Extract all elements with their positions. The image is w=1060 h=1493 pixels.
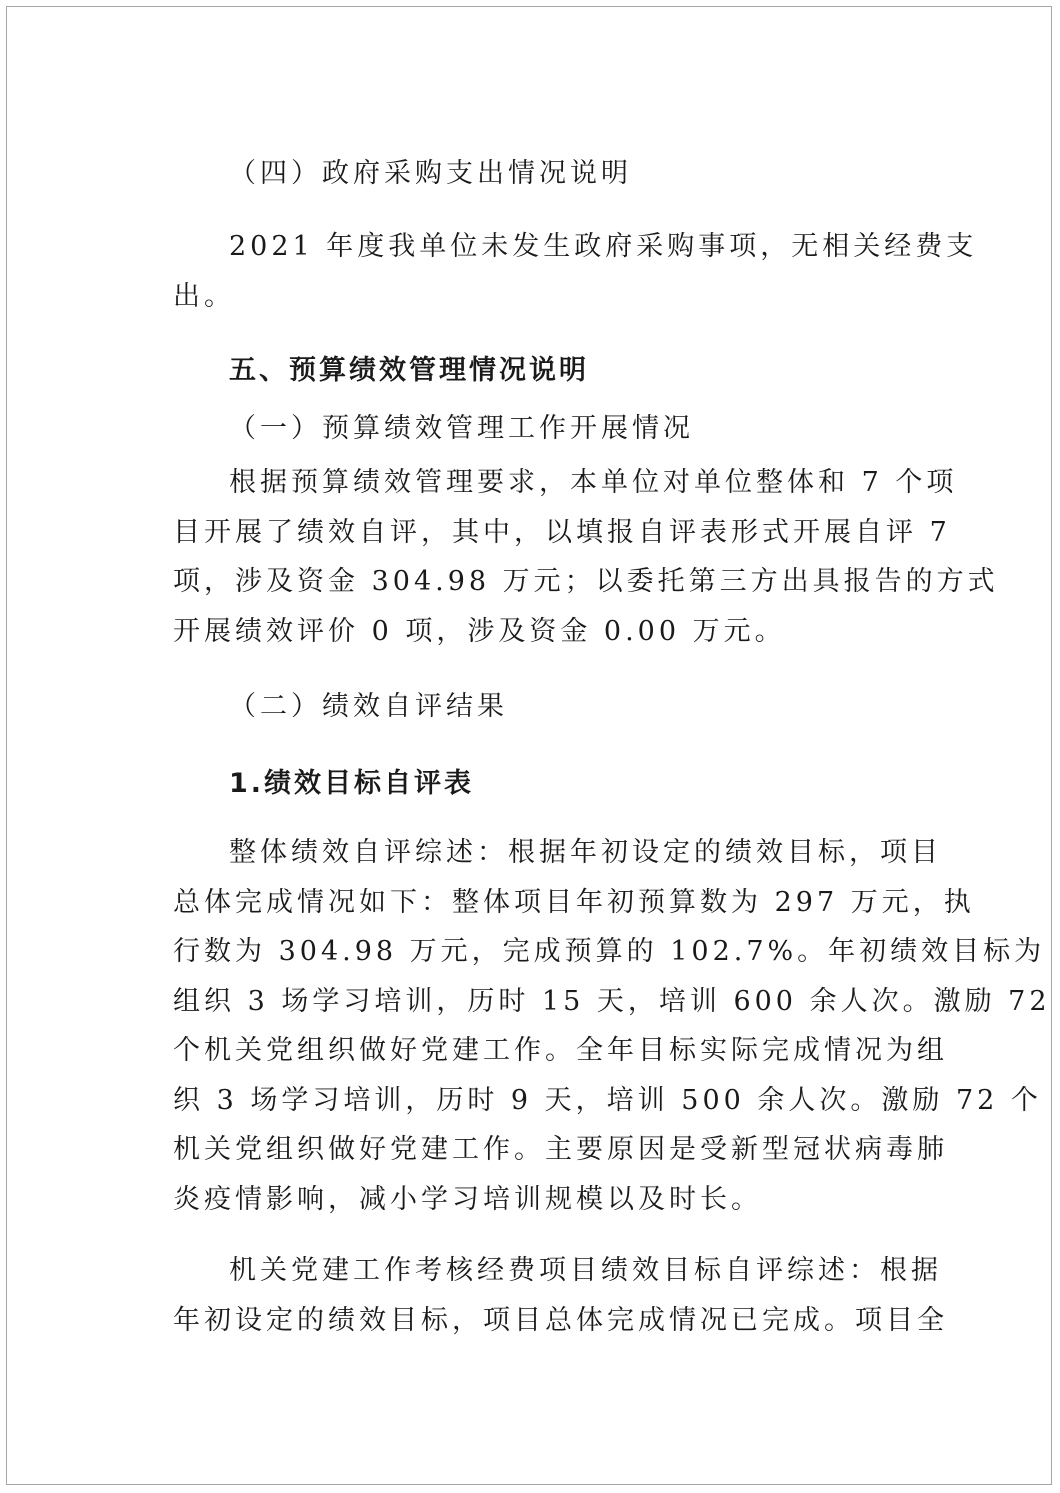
subheading-self-evaluation-results: （二）绩效自评结果 — [229, 691, 508, 722]
paragraph-line: 织 3 场学习培训，历时 9 天，培训 500 余人次。激励 72 个 — [173, 1084, 1042, 1116]
paragraph-line: 行数为 304.98 万元，完成预算的 102.7%。年初绩效目标为 — [173, 936, 1046, 967]
paragraph-line: 机关党建工作考核经费项目绩效目标自评综述：根据 — [229, 1255, 942, 1286]
paragraph-line: 项，涉及资金 304.98 万元；以委托第三方出具报告的方式 — [173, 566, 999, 597]
paragraph-line: 2021 年度我单位未发生政府采购事项，无相关经费支 — [229, 231, 978, 262]
paragraph-line: 总体完成情况如下：整体项目年初预算数为 297 万元，执 — [173, 886, 975, 918]
paragraph-line: 机关党组织做好党建工作。主要原因是受新型冠状病毒肺 — [173, 1134, 948, 1165]
heading-government-procurement: （四）政府采购支出情况说明 — [229, 158, 632, 189]
paragraph-project-summary — [173, 1246, 948, 1345]
paragraph-overall-summary — [173, 828, 1051, 1224]
paragraph-line: 整体绩效自评综述：根据年初设定的绩效目标，项目 — [229, 837, 942, 868]
paragraph-line: 年初设定的绩效目标，项目总体完成情况已完成。项目全 — [173, 1304, 948, 1336]
paragraph-line: 组织 3 场学习培训，历时 15 天，培训 600 余人次。激励 72 — [173, 985, 1051, 1017]
paragraph-line: 炎疫情影响，减小学习培训规模以及时长。 — [173, 1183, 762, 1215]
paragraph-line: 开展绩效评价 0 项，涉及资金 0.00 万元。 — [173, 615, 786, 647]
paragraph-line: 根据预算绩效管理要求，本单位对单位整体和 7 个项 — [229, 467, 958, 498]
document-page — [6, 6, 1052, 1485]
paragraph-procurement — [173, 222, 978, 321]
paragraph-line: 出。 — [173, 280, 235, 312]
subheading-work-progress: （一）预算绩效管理工作开展情况 — [229, 413, 694, 444]
paragraph-work-progress — [173, 458, 999, 656]
section-title-budget-performance: 五、预算绩效管理情况说明 — [229, 355, 589, 386]
table-title: 1.绩效目标自评表 — [229, 768, 475, 799]
paragraph-line: 个机关党组织做好党建工作。全年目标实际完成情况为组 — [173, 1035, 948, 1066]
paragraph-line: 目开展了绩效自评，其中，以填报自评表形式开展自评 7 — [173, 516, 951, 548]
